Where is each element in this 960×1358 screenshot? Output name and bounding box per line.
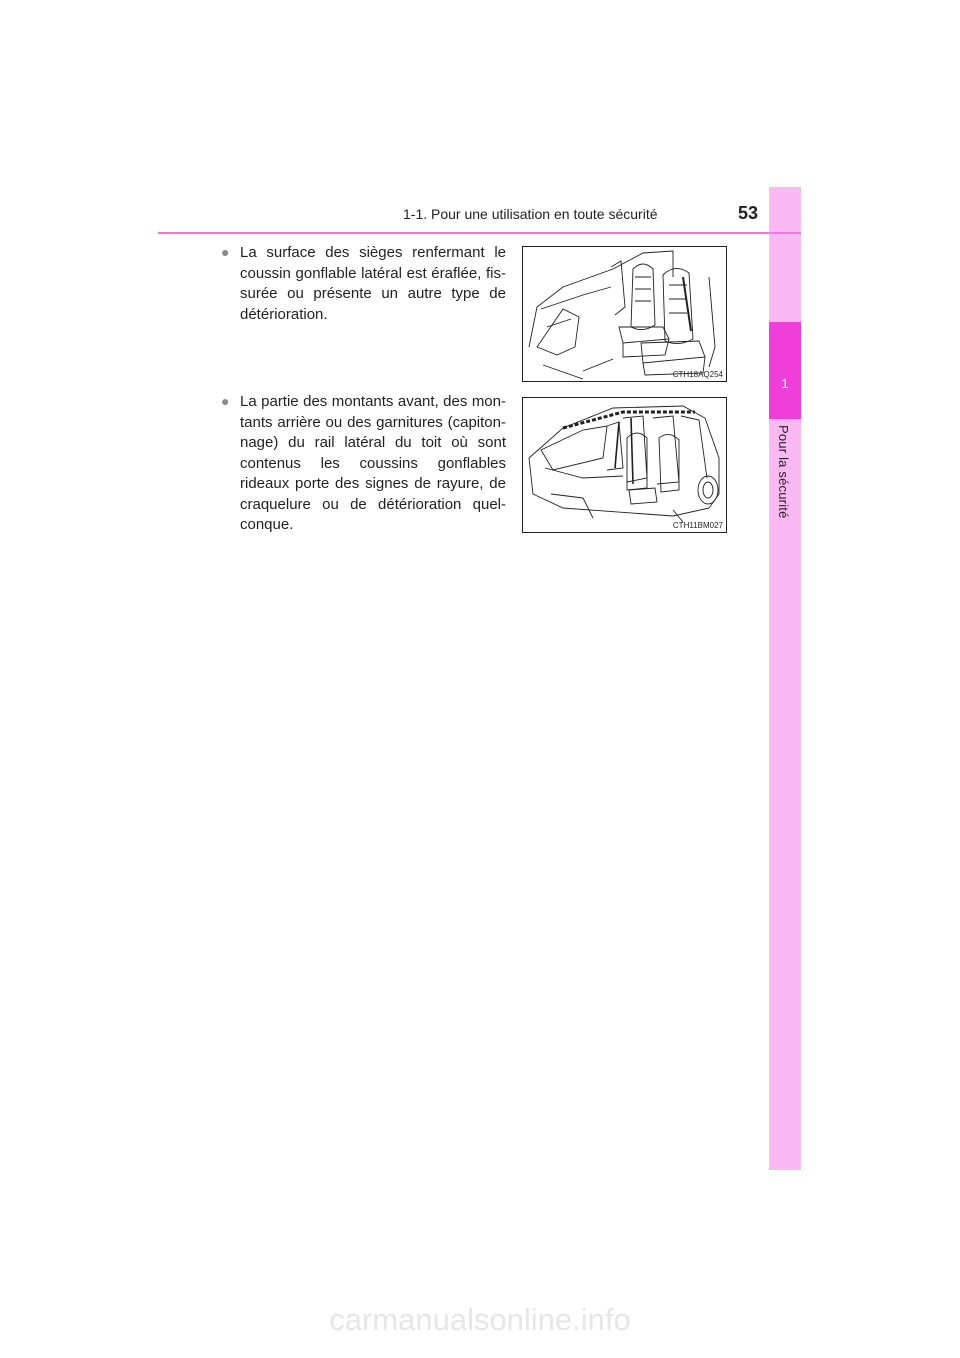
figure-code: CTH11BM027: [672, 521, 723, 530]
bullet-paragraph-2: La partie des montants avant, des mon-tants arrière ou des garnitures (capiton-nage) du rail latéral du toit où sont contenus les coussins gonflables rideaux porte des signes de rayure, de craquelure ou de détérioration quel-conque.: [240, 393, 506, 533]
header-rule: [158, 232, 801, 234]
figure-curtain-airbags: [522, 397, 727, 533]
section-title: 1-1. Pour une utilisation en toute sécurité: [403, 206, 658, 222]
figure-code: CTH18AQ254: [672, 370, 723, 379]
front-seats-illustration: [523, 247, 727, 382]
watermark: carmanualsonline.info: [329, 1302, 631, 1337]
chapter-side-label: Pour la sécurité: [776, 425, 791, 519]
figure-front-seats: [522, 246, 727, 382]
bullet-icon: ●: [221, 244, 230, 260]
chapter-tab-number: 1: [781, 376, 789, 391]
chapter-tab: [769, 322, 801, 419]
curtain-airbags-illustration: [523, 398, 727, 533]
bullet-paragraph-1: La surface des sièges renfermant le coussin gonflable latéral est éraflée, fis-surée ou présente un autre type de détérioration.: [240, 244, 506, 323]
bullet-icon: ●: [221, 393, 230, 409]
page-number: 53: [738, 203, 759, 223]
